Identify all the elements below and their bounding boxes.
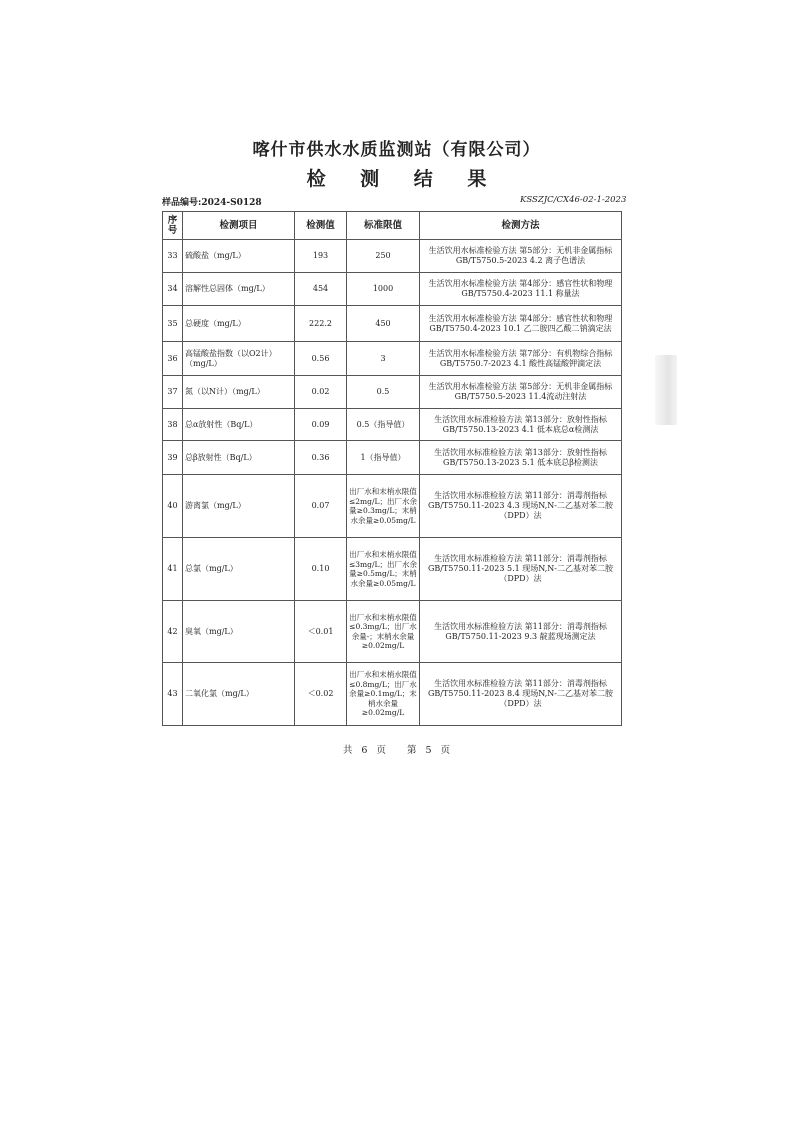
table-row [163,475,622,538]
results-table [162,211,622,726]
row-number: 39 [163,441,183,475]
col-header-no: 序号 [163,212,183,240]
row-limit: 出厂水和末梢水限值≤3mg/L；出厂水余量≥0.5mg/L；末梢水余量≥0.05mg/L [347,538,420,601]
col-header-item: 检测项目 [183,212,295,240]
row-limit: 0.5（指导值） [347,409,420,441]
row-number: 43 [163,663,183,726]
row-method: 生活饮用水标准检验方法 第11部分：消毒剂指标 GB/T5750.11-2023 4.3 现场N,N-二乙基对苯二胺（DPD）法 [420,475,622,538]
row-value: 193 [295,240,347,273]
row-method: 生活饮用水标准检验方法 第5部分：无机非金属指标 GB/T5750.5-2023 11.4流动注射法 [420,376,622,409]
row-item: 总氯（mg/L） [183,538,295,601]
row-number: 33 [163,240,183,273]
row-number: 40 [163,475,183,538]
row-item: 总α放射性（Bq/L） [183,409,295,441]
row-item: 高锰酸盐指数（以O2计）（mg/L） [183,342,295,376]
row-number: 35 [163,306,183,342]
row-number: 37 [163,376,183,409]
row-item: 游离氯（mg/L） [183,475,295,538]
table-row [163,538,622,601]
col-header-limit: 标准限值 [347,212,420,240]
row-limit: 0.5 [347,376,420,409]
row-limit: 450 [347,306,420,342]
row-item: 二氧化氯（mg/L） [183,663,295,726]
row-method: 生活饮用水标准检验方法 第5部分：无机非金属指标 GB/T5750.5-2023 4.2 离子色谱法 [420,240,622,273]
row-number: 42 [163,601,183,663]
row-method: 生活饮用水标准检验方法 第11部分：消毒剂指标 GB/T5750.11-2023 5.1 现场N,N-二乙基对苯二胺（DPD）法 [420,538,622,601]
row-item: 氮（以N计）（mg/L） [183,376,295,409]
row-value: 0.36 [295,441,347,475]
row-value: 222.2 [295,306,347,342]
row-value: 0.02 [295,376,347,409]
table-header-row [163,212,622,240]
page-footer [0,742,793,756]
table-row [163,441,622,475]
row-method: 生活饮用水标准检验方法 第7部分：有机物综合指标 GB/T5750.7-2023 4.1 酸性高锰酸钾滴定法 [420,342,622,376]
row-item: 硫酸盐（mg/L） [183,240,295,273]
row-limit: 1000 [347,273,420,306]
row-value: 454 [295,273,347,306]
row-limit: 1（指导值） [347,441,420,475]
total-pages: 共 6 页 [342,745,386,756]
row-item: 溶解性总固体（mg/L） [183,273,295,306]
row-item: 总β放射性（Bq/L） [183,441,295,475]
row-limit: 出厂水和末梢水限值≤2mg/L；出厂水余量≥0.3mg/L；末梢水余量≥0.05mg/L [347,475,420,538]
row-limit: 3 [347,342,420,376]
row-method: 生活饮用水标准检验方法 第11部分：消毒剂指标 GB/T5750.11-2023 8.4 现场N,N-二乙基对苯二胺（DPD）法 [420,663,622,726]
table-row [163,376,622,409]
row-method: 生活饮用水标准检验方法 第4部分：感官性状和物理GB/T5750.4-2023 10.1 乙二胺四乙酸二钠滴定法 [420,306,622,342]
table-row [163,273,622,306]
row-limit: 出厂水和末梢水限值≤0.8mg/L；出厂水余量≥0.1mg/L；末梢水余量≥0.02mg/L [347,663,420,726]
table-row [163,240,622,273]
org-title: 喀什市供水水质监测站（有限公司） [252,140,541,160]
row-item: 总硬度（mg/L） [183,306,295,342]
row-method: 生活饮用水标准检验方法 第4部分：感官性状和物理GB/T5750.4-2023 11.1 称量法 [420,273,622,306]
table-row [163,601,622,663]
scan-edge-artifact [655,355,677,425]
table-row [163,306,622,342]
sample-number: 样品编号:2024-S0128 [162,198,262,208]
row-value: 0.09 [295,409,347,441]
row-value: ＜0.02 [295,663,347,726]
row-value: 0.10 [295,538,347,601]
row-limit: 出厂水和末梢水限值≤0.3mg/L；出厂水余量-；末梢水余量≥0.02mg/L [347,601,420,663]
row-number: 34 [163,273,183,306]
col-header-value: 检测值 [295,212,347,240]
table-row [163,663,622,726]
col-header-method: 检测方法 [420,212,622,240]
doc-title: 检 测 结 果 [306,168,501,190]
table-row [163,409,622,441]
row-value: ＜0.01 [295,601,347,663]
current-page: 第 5 页 [407,745,451,756]
row-method: 生活饮用水标准检验方法 第11部分：消毒剂指标 GB/T5750.11-2023 9.3 靛蓝现场测定法 [420,601,622,663]
row-number: 41 [163,538,183,601]
row-method: 生活饮用水标准检验方法 第13部分：放射性指标GB/T5750.13-2023 5.1 低本底总β检测法 [420,441,622,475]
table-row [163,342,622,376]
document-code: KSSZJC/CX46-02-1-2023 [520,195,627,205]
row-number: 38 [163,409,183,441]
row-value: 0.56 [295,342,347,376]
row-item: 臭氧（mg/L） [183,601,295,663]
row-limit: 250 [347,240,420,273]
row-number: 36 [163,342,183,376]
row-method: 生活饮用水标准检验方法 第13部分：放射性指标GB/T5750.13-2023 4.1 低本底总α检测法 [420,409,622,441]
row-value: 0.07 [295,475,347,538]
